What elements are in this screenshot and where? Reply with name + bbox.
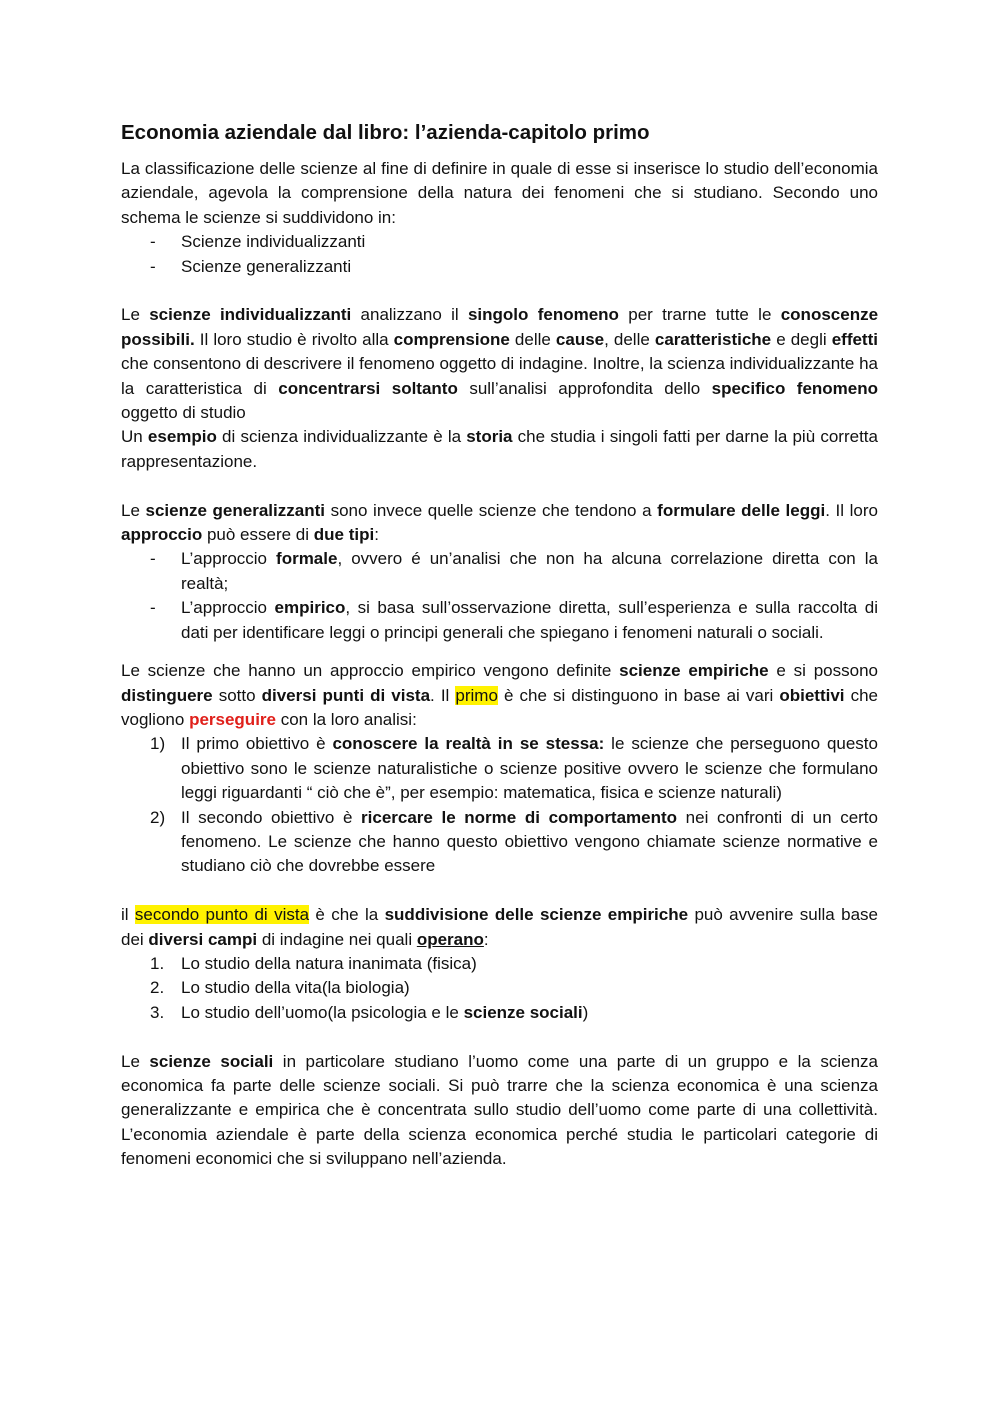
list-item: 2. Lo studio della vita(la biologia) [150,978,410,998]
science-types-list [121,230,878,279]
list-item: - L’approccio empirico, si basa sull’osservazione diretta, sull’esperienza e sulla raccolta di dati per identificare leggi o principi generali che spiegano i fenomeni naturali o sociali. [150,598,878,642]
secondo-paragraph: il secondo punto di vista è che la suddivisione delle scienze empiriche può avvenire sulla base dei diversi campi di indagine nei quali operano: [121,905,878,949]
dash-marker: - [150,256,156,276]
empiriche-paragraph: Le scienze che hanno un approccio empirico vengono definite scienze empiriche e si possono distinguere sotto diversi punti di vista. Il primo è che si distinguono in base ai vari obiettivi che vogliono perseguire con la loro analisi: [121,661,878,729]
underlined-text: operano [416,929,484,949]
example-paragraph: Un esempio di scienza individualizzante è la storia che studia i singoli fatti per darne la più corretta rappresentazione. [121,427,878,471]
objectives-list [121,732,878,878]
approach-list [121,547,878,645]
dash-marker: - [150,232,156,252]
dash-marker: - [150,598,156,618]
page-title: Economia aziendale dal libro: l’azienda-capitolo primo [121,121,650,144]
fields-list [121,952,878,1025]
individualizzanti-paragraph: Le scienze individualizzanti analizzano il singolo fenomeno per trarne tutte le conoscenze possibili. Il loro studio è rivolto alla comprensione delle cause, delle caratteristiche e degli effetti che consentono di descrivere il fenomeno oggetto di indagine. Inoltre, la scienza individualizzante ha la caratteristica di concentrarsi soltanto sull’analisi approfondita dello specifico fenomeno oggetto di studio [121,305,879,423]
highlight: primo [455,685,498,705]
list-item: - L’approccio formale, ovvero é un’analisi che non ha alcuna correlazione diretta con la realtà; [150,549,878,593]
sociali-paragraph: Le scienze sociali in particolare studiano l’uomo come una parte di un gruppo e la scienza economica fa parte delle scienze sociali. Si può trarre che la scienza economica è una scienza generalizzante e empirica che è concentrata sullo studio dell’uomo come parte di una collettività. L’economia aziendale è parte della scienza economica perché studia le particolari categorie di fenomeni economici che si sviluppano nell’azienda. [121,1051,878,1169]
list-item: 1. Lo studio della natura inanimata (fisica) [150,953,477,973]
list-item: - Scienze generalizzanti [121,255,878,279]
intro-paragraph: La classificazione delle scienze al fine di definire in quale di esse si inserisce lo studio dell’economia aziendale, agevola la comprensione della natura dei fenomeni che si studiano. Secondo uno schema le scienze si suddividono in: [121,159,878,227]
document-body [121,118,878,1172]
generalizzanti-paragraph: Le scienze generalizzanti sono invece quelle scienze che tendono a formulare delle leggi. Il loro approccio può essere di due tipi: [121,500,878,545]
list-item: - Scienze individualizzanti [121,230,878,254]
highlight: secondo punto di vista [134,905,310,925]
list-item: 3. Lo studio dell’uomo(la psicologia e le scienze sociali) [150,1002,589,1022]
red-emphasis: perseguire [189,709,276,729]
list-item: 2) Il secondo obiettivo è ricercare le norme di comportamento nei confronti di un certo fenomeno. Le scienze che hanno questo obiettivo vengono chiamate scienze normative e studiano ciò che dovrebbe essere [150,807,878,876]
dash-marker: - [150,549,156,569]
list-item: 1) Il primo obiettivo è conoscere la realtà in se stessa: le scienze che perseguono questo obiettivo sono le scienze naturalistiche o scienze positive ovvero le scienze che formulano leggi riguardanti “ ciò che è”, per esempio: matematica, fisica e scienze naturali) [150,734,878,803]
